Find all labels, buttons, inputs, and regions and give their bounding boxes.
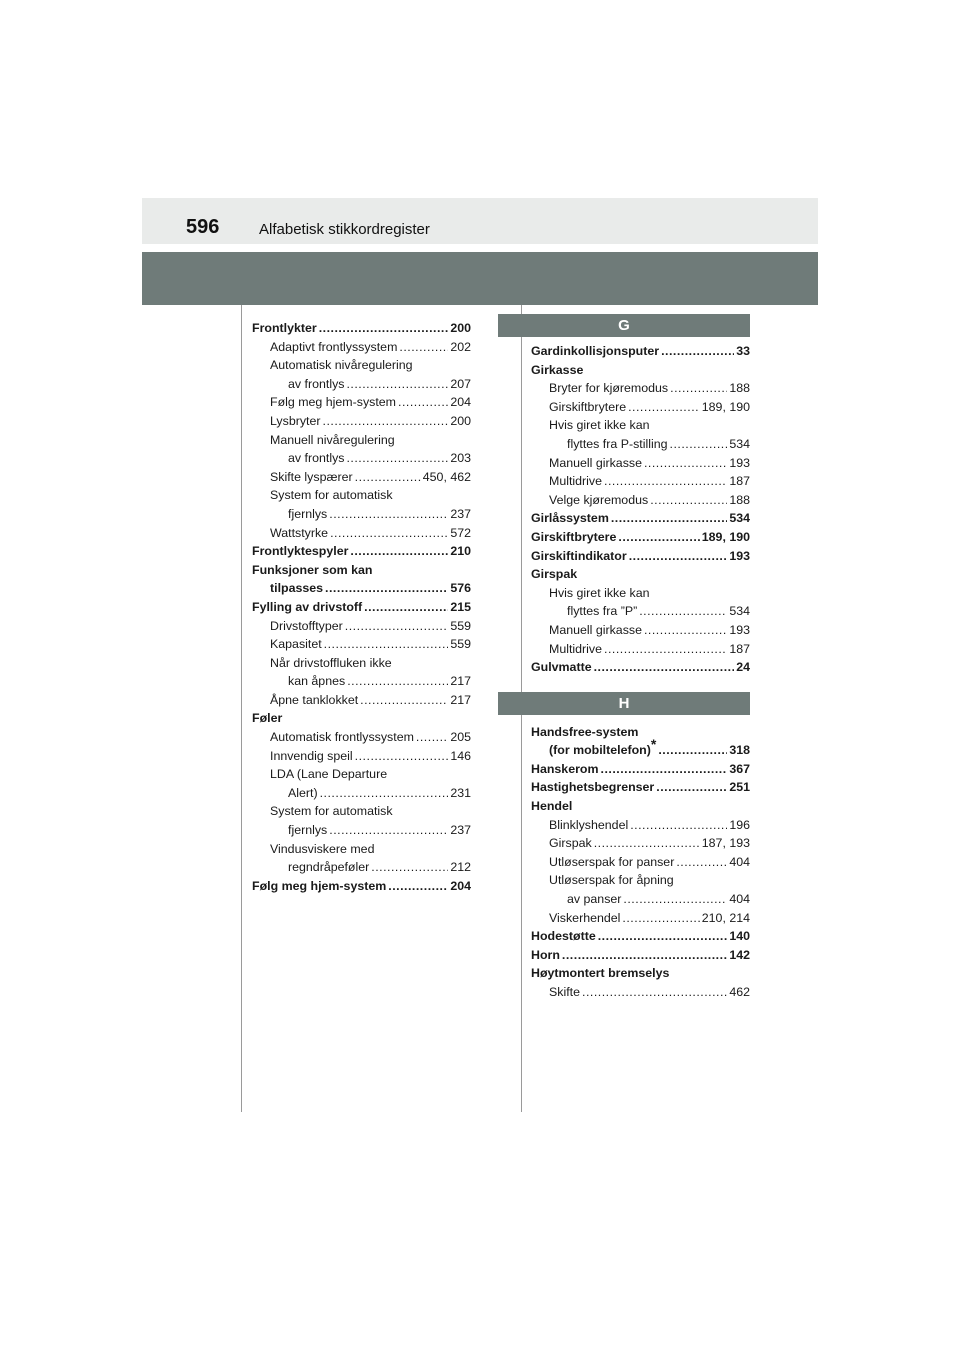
index-entry: Hvis giret ikke kan <box>549 418 650 433</box>
page-reference: 207 <box>450 376 471 391</box>
index-entry <box>252 877 471 896</box>
dot-leader <box>347 672 448 691</box>
dot-leader <box>346 375 448 394</box>
index-term: Hastighetsbegrenser <box>531 780 655 795</box>
index-term: Girskiftindikator <box>531 548 627 563</box>
index-term: Manuell girkasse <box>549 622 642 637</box>
index-term: Fylling av drivstoff <box>252 599 363 614</box>
page-reference: 193 <box>729 622 750 637</box>
index-term: fjernlys <box>288 506 328 521</box>
index-entry: LDA (Lane Departure <box>270 767 388 782</box>
dot-leader <box>639 602 727 621</box>
page-reference: 559 <box>450 618 471 633</box>
index-term: av frontlys <box>288 376 345 391</box>
dot-leader <box>629 547 728 566</box>
index-entry <box>531 472 750 491</box>
index-entry <box>252 542 471 561</box>
index-term: Følg meg hjem-system <box>270 395 396 410</box>
dot-leader <box>346 449 448 468</box>
page-reference: 534 <box>729 511 750 526</box>
dot-leader <box>670 435 728 454</box>
dot-leader <box>399 338 448 357</box>
page-reference: 189, 190 <box>701 399 750 414</box>
index-entry <box>252 468 471 487</box>
index-entry: Automatisk nivåregulering <box>270 358 413 373</box>
index-term: Hodestøtte <box>531 929 596 944</box>
index-entry <box>252 375 471 394</box>
page-reference: 450, 462 <box>422 469 471 484</box>
index-entry <box>252 617 471 636</box>
dot-leader <box>656 778 727 797</box>
index-entry <box>531 621 750 640</box>
page-reference: 251 <box>729 780 750 795</box>
index-entry <box>252 821 471 840</box>
page-reference: 572 <box>450 525 471 540</box>
index-term: (for mobiltelefon)* <box>549 736 657 758</box>
page-reference: 205 <box>450 730 471 745</box>
index-term: Gulvmatte <box>531 660 592 675</box>
section-gap <box>531 677 750 723</box>
index-entry <box>252 524 471 543</box>
dot-leader <box>398 393 448 412</box>
index-term: Girskiftbrytere <box>531 529 617 544</box>
index-entry <box>531 435 750 454</box>
index-entry <box>252 747 471 766</box>
index-term: tilpasses <box>270 581 324 596</box>
page-reference: 576 <box>450 581 471 596</box>
index-term: Velge kjøremodus <box>549 492 649 507</box>
page-reference: 188 <box>729 381 750 396</box>
dot-leader <box>323 412 449 431</box>
index-entry <box>252 728 471 747</box>
dot-leader <box>630 816 727 835</box>
page-reference: 142 <box>729 947 750 962</box>
page-reference: 193 <box>729 455 750 470</box>
index-entry <box>252 579 471 598</box>
dot-leader <box>371 858 448 877</box>
index-entry <box>531 834 750 853</box>
index-entry <box>252 338 471 357</box>
index-entry <box>252 319 471 338</box>
page-reference: 237 <box>450 823 471 838</box>
index-entry: Hvis giret ikke kan <box>549 585 650 600</box>
index-term: av frontlys <box>288 451 345 466</box>
index-entry <box>252 449 471 468</box>
index-term: Multidrive <box>549 474 603 489</box>
dot-leader <box>598 927 728 946</box>
index-entry: Vindusviskere med <box>270 841 375 856</box>
index-term: fjernlys <box>288 823 328 838</box>
index-term: Blinklyshendel <box>549 817 629 832</box>
page-reference: 404 <box>729 892 750 907</box>
dot-leader <box>594 834 700 853</box>
index-entry <box>531 602 750 621</box>
page-reference: 534 <box>729 436 750 451</box>
dot-leader <box>329 821 448 840</box>
header-bar <box>142 252 818 305</box>
page-reference: 204 <box>450 878 471 893</box>
index-entry: Høytmontert bremselys <box>531 966 670 981</box>
index-term: Følg meg hjem-system <box>252 878 387 893</box>
index-entry <box>531 658 750 677</box>
index-entry: Girkasse <box>531 362 584 377</box>
dot-leader <box>622 909 699 928</box>
index-entry <box>531 946 750 965</box>
index-entry: Utløserspak for åpning <box>549 873 674 888</box>
index-term: Girspak <box>549 836 592 851</box>
dot-leader <box>360 691 448 710</box>
index-term: Innvendig speil <box>270 748 353 763</box>
index-term: flyttes fra P-stilling <box>567 436 668 451</box>
page-reference: 33 <box>736 344 750 358</box>
page-reference: 212 <box>450 860 471 875</box>
asterisk-marker: * <box>650 736 657 753</box>
index-term: Girskiftbrytere <box>549 399 627 414</box>
page-reference: 202 <box>450 339 471 354</box>
dot-leader <box>628 398 700 417</box>
index-term: Hanskerom <box>531 761 599 776</box>
page-reference: 187 <box>729 474 750 489</box>
dot-leader <box>623 890 727 909</box>
dot-leader <box>329 505 448 524</box>
left-column-rule <box>241 305 242 1112</box>
index-entry: Hendel <box>531 799 573 814</box>
dot-leader <box>650 491 727 510</box>
dot-leader <box>345 617 449 636</box>
dot-leader <box>350 542 448 561</box>
page-reference: 146 <box>450 748 471 763</box>
dot-leader <box>658 741 727 760</box>
dot-leader <box>611 509 727 528</box>
index-column-left <box>252 319 471 895</box>
page-reference: 24 <box>736 660 750 675</box>
index-term: Automatisk frontlyssystem <box>270 730 414 745</box>
index-term: Girlåssystem <box>531 511 609 526</box>
section-header-h: H <box>498 692 750 715</box>
page-title: Alfabetisk stikkordregister <box>259 221 430 238</box>
index-term: Alert) <box>288 785 318 800</box>
index-entry <box>531 816 750 835</box>
index-term: Adaptivt frontlyssystem <box>270 339 398 354</box>
page-reference: 217 <box>450 674 471 689</box>
index-entry: Når drivstoffluken ikke <box>270 655 392 670</box>
index-term: Viskerhendel <box>549 910 621 925</box>
index-entry <box>252 691 471 710</box>
index-term: regndråpeføler <box>288 860 370 875</box>
page-reference: 237 <box>450 506 471 521</box>
page-reference: 318 <box>729 743 750 758</box>
index-entry <box>531 379 750 398</box>
dot-leader <box>601 760 728 779</box>
dot-leader <box>355 468 421 487</box>
index-entry <box>252 598 471 617</box>
index-entry <box>531 398 750 417</box>
index-entry <box>531 983 750 1002</box>
page-reference: 217 <box>450 692 471 707</box>
index-term: Bryter for kjøremodus <box>549 381 669 396</box>
index-entry: Manuell nivåregulering <box>270 432 395 447</box>
index-entry: System for automatisk <box>270 488 393 503</box>
page-reference: 203 <box>450 451 471 466</box>
index-entry <box>252 505 471 524</box>
page-reference: 231 <box>450 785 471 800</box>
index-entry <box>531 909 750 928</box>
page-reference: 140 <box>729 929 750 944</box>
page-reference: 534 <box>729 604 750 619</box>
index-term: Åpne tanklokket <box>270 692 359 707</box>
page-reference: 367 <box>729 761 750 776</box>
index-entry <box>252 858 471 877</box>
dot-leader <box>676 853 727 872</box>
index-term: Skifte <box>549 985 580 999</box>
dot-leader <box>319 319 449 338</box>
index-term: Lysbryter <box>270 413 321 428</box>
page-reference: 193 <box>729 548 750 563</box>
index-entry <box>252 412 471 431</box>
dot-leader <box>582 983 727 1002</box>
index-entry <box>531 760 750 779</box>
index-entry <box>531 778 750 797</box>
page-reference: 462 <box>729 985 750 999</box>
page-reference: 187 <box>729 641 750 656</box>
dot-leader <box>644 621 727 640</box>
page-reference: 559 <box>450 637 471 652</box>
index-term: Multidrive <box>549 641 603 656</box>
dot-leader <box>324 635 449 654</box>
index-term: Frontlyktespyler <box>252 544 349 559</box>
dot-leader <box>594 658 735 677</box>
page-number: 596 <box>186 216 220 238</box>
dot-leader <box>388 877 448 896</box>
index-term: Wattstyrke <box>270 525 329 540</box>
dot-leader <box>320 784 449 803</box>
dot-leader <box>618 528 699 547</box>
index-term: Frontlykter <box>252 321 317 335</box>
index-term: Gardinkollisjonsputer <box>531 344 660 358</box>
dot-leader <box>355 747 449 766</box>
index-entry <box>531 547 750 566</box>
page-reference: 215 <box>450 599 471 614</box>
header-band <box>142 198 818 244</box>
index-entry: Føler <box>252 711 283 726</box>
index-entry <box>531 342 750 361</box>
page-reference: 188 <box>729 492 750 507</box>
index-term: Manuell girkasse <box>549 455 642 470</box>
index-entry <box>531 927 750 946</box>
index-entry <box>531 528 750 547</box>
dot-leader <box>644 454 727 473</box>
dot-leader <box>562 946 727 965</box>
index-entry <box>531 736 750 760</box>
index-term: av panser <box>567 892 622 907</box>
dot-leader <box>416 728 448 747</box>
index-entry: System for automatisk <box>270 804 393 819</box>
dot-leader <box>604 640 727 659</box>
page-reference: 404 <box>729 854 750 869</box>
index-term: flyttes fra ”P” <box>567 604 638 619</box>
dot-leader <box>661 342 734 361</box>
page-reference: 204 <box>450 395 471 410</box>
page-reference: 200 <box>450 321 471 335</box>
index-term: Horn <box>531 947 560 962</box>
index-entry <box>531 890 750 909</box>
index-term: Drivstofftyper <box>270 618 343 633</box>
index-entry: Funksjoner som kan <box>252 562 373 577</box>
index-entry <box>252 393 471 412</box>
page-reference: 210 <box>450 544 471 559</box>
index-entry <box>531 640 750 659</box>
page-reference: 189, 190 <box>701 529 750 544</box>
dot-leader <box>364 598 448 617</box>
page-reference: 196 <box>729 817 750 832</box>
index-term: Skifte lyspærer <box>270 469 353 484</box>
index-entry <box>531 454 750 473</box>
dot-leader <box>330 524 448 543</box>
page-reference: 200 <box>450 413 471 428</box>
page-reference: 187, 193 <box>701 836 750 851</box>
index-term: kan åpnes <box>288 674 346 689</box>
index-entry: Girspak <box>531 567 578 582</box>
index-entry <box>252 784 471 803</box>
index-entry <box>531 509 750 528</box>
index-entry <box>531 491 750 510</box>
dot-leader <box>325 579 448 598</box>
index-entry <box>252 672 471 691</box>
index-term: Kapasitet <box>270 637 322 652</box>
page-reference: 210, 214 <box>701 910 750 925</box>
index-term: Utløserspak for panser <box>549 854 675 869</box>
dot-leader <box>604 472 727 491</box>
section-header-g: G <box>498 314 750 337</box>
dot-leader <box>670 379 727 398</box>
index-entry: Handsfree-system <box>531 724 639 739</box>
index-column-right <box>531 342 750 1002</box>
index-entry <box>531 853 750 872</box>
index-entry <box>252 635 471 654</box>
